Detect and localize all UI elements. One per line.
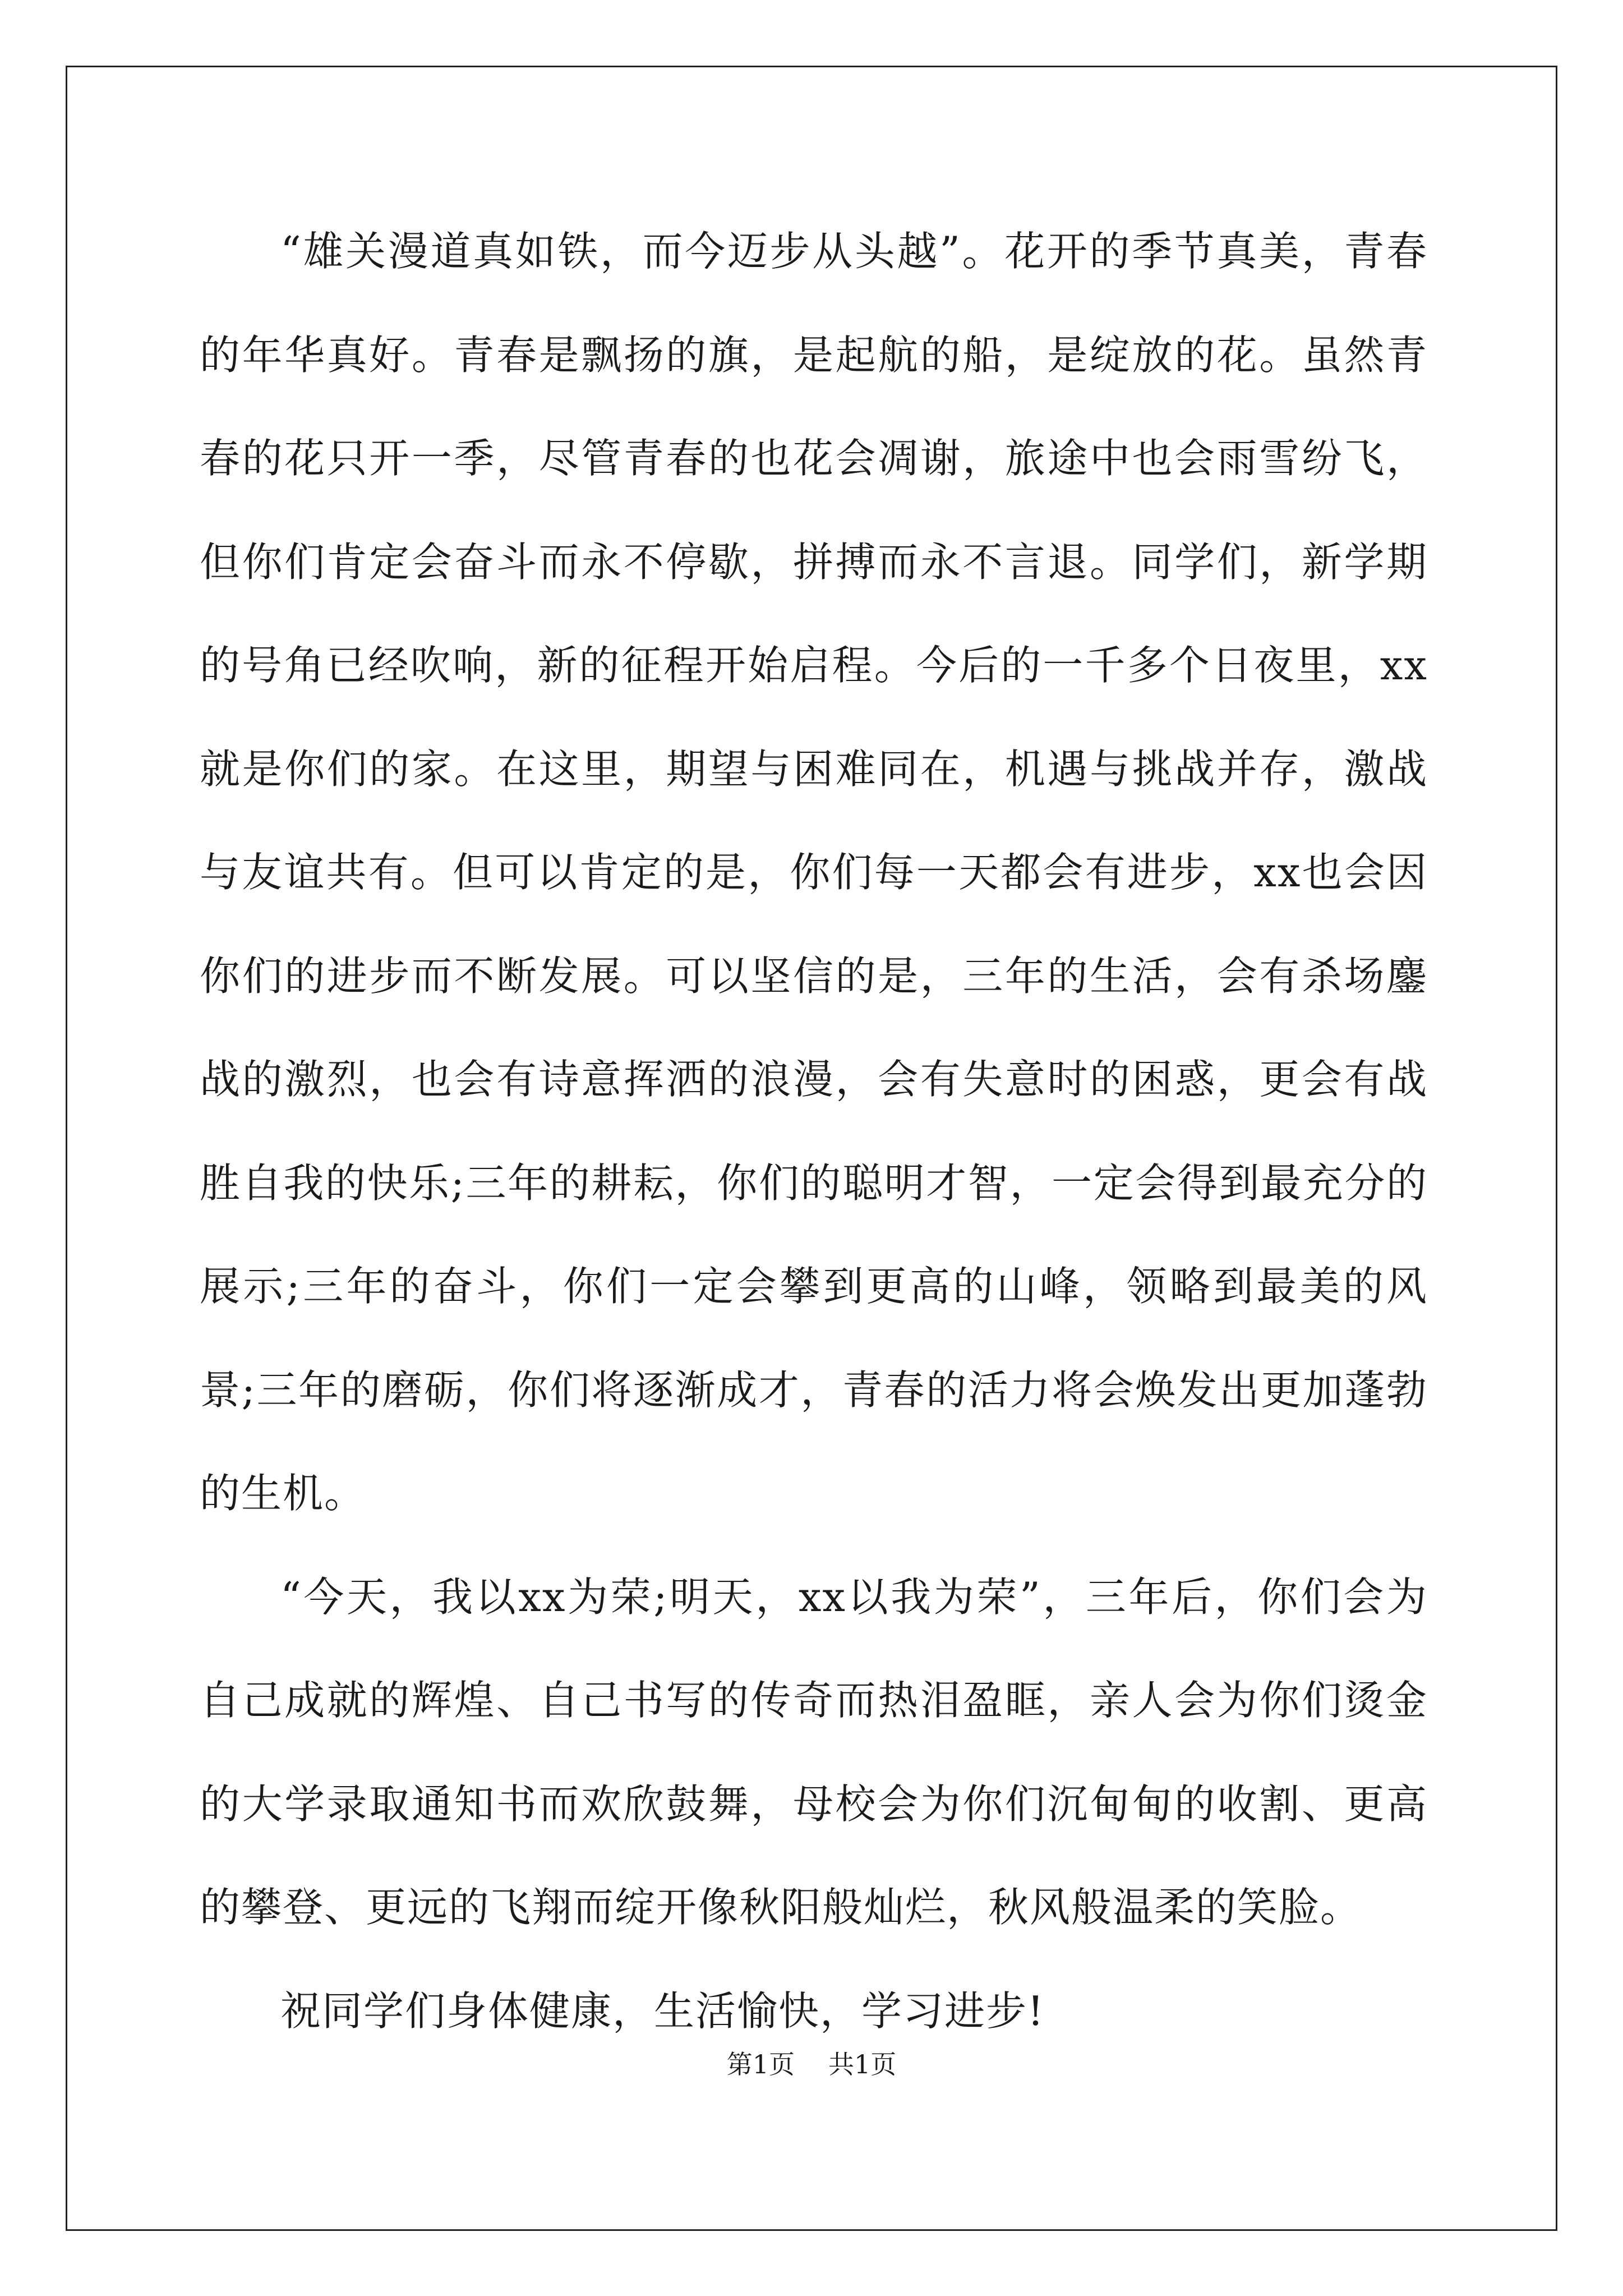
page-total: 共1页 <box>828 2049 897 2079</box>
paragraph-2: “今天，我以xx为荣;明天，xx以我为荣”，三年后，你们会为自己成就的辉煌、自己书写的传奇而热泪盈眶，亲人会为你们烫金的大学录取通知书而欢欣鼓舞，母校会为你们沉甸甸的收割、更高的攀登、更远的飞翔而绽开像秋阳般灿烂，秋风般温柔的笑脸。 <box>200 1573 1428 1931</box>
paragraph-1: “雄关漫道真如铁，而今迈步从头越”。花开的季节真美，青春的年华真好。青春是飘扬的旗，是起航的船，是绽放的花。虽然青春的花只开一季，尽管青春的也花会凋谢，旅途中也会雨雪纷飞，但你们肯定会奋斗而永不停歇，拼搏而永不言退。同学们，新学期的号角已经吹响，新的征程开始启程。今后的一千多个日夜里，xx就是你们的家。在这里，期望与困难同在，机遇与挑战并存，激战与友谊共有。但可以肯定的是，你们每一天都会有进步，xx也会因你们的进步而不断发展。可以坚信的是，三年的生活，会有杀场鏖战的激烈，也会有诗意挥洒的浪漫，会有失意时的困惑，更会有战胜自我的快乐;三年的耕耘，你们的聪明才智，一定会得到最充分的展示;三年的奋斗，你们一定会攀到更高的山峰，领略到最美的风景;三年的磨砺，你们将逐渐成才，青春的活力将会焕发出更加蓬勃的生机。 <box>200 228 1428 1517</box>
page-footer <box>0 2047 1623 2081</box>
page-number: 第1页 <box>726 2049 795 2079</box>
paragraph-closing: 祝同学们身体健康，生活愉快，学习进步! <box>280 1987 1045 2035</box>
document-body <box>200 200 1428 2063</box>
